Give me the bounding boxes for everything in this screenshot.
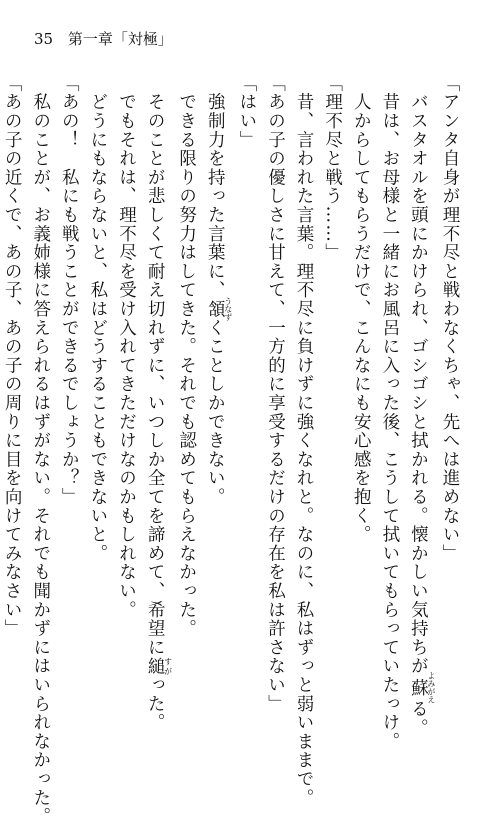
text-line: 私のことが、お義姉様に答えられるはずがない。それでも聞かずにはいられなかった。 bbox=[30, 74, 51, 826]
text-segment: る。 bbox=[408, 699, 429, 738]
text-line: 人からしてもらうだけで、こんなにも安心感を抱く。 bbox=[351, 74, 372, 544]
text-line: 「あの子の近くで、あの子、あの子の周りに目を向けてみなさい」 bbox=[2, 74, 23, 638]
text-line: 「理不尽と戦う……」 bbox=[322, 74, 343, 262]
ruby-reading: よみがえ bbox=[426, 671, 436, 704]
ruby-base: 頷 bbox=[205, 297, 226, 322]
text-segment: った。 bbox=[145, 675, 166, 733]
text-segment: 強制力を持った言葉に、 bbox=[205, 74, 226, 300]
ruby-word bbox=[408, 671, 436, 704]
text-line: 昔、言われた言葉。理不尽に負けずに強くなれと。なのに、私はずっと弱いままで。 bbox=[294, 74, 315, 808]
text-line: 「アンタ自身が理不尽と戦わなくちゃ、先へは進めない」 bbox=[440, 74, 460, 563]
body-text bbox=[2, 74, 464, 826]
text-line: どうにもならないと、私はどうすることもできないと。 bbox=[87, 74, 108, 563]
text-line: 昔は、お母様と一緒にお風呂に入った後、こうして拭いてもらっていたっけ。 bbox=[379, 74, 400, 751]
text-segment: バスタオルを頭にかけられ、ゴシゴシと拭かれる。懐かしい気持ちが bbox=[408, 74, 429, 676]
page-number: 35 bbox=[34, 30, 54, 48]
text-line: 「あの子の優しさに甘えて、一方的に享受するだけの存在を私は許さない」 bbox=[265, 74, 286, 714]
text-line: でもそれは、理不尽を受け入れてきただけなのかもしれない。 bbox=[116, 74, 137, 620]
text-line: 「あの！ 私にも戦うことができるでしょうか？」 bbox=[59, 74, 80, 507]
text-line bbox=[404, 74, 436, 738]
text-line bbox=[140, 74, 173, 733]
text-line: できる限りの努力はしてきた。それでも認めてもらえなかった。 bbox=[176, 74, 197, 638]
text-line bbox=[201, 74, 233, 674]
chapter-title: 第一章「対極」 bbox=[67, 30, 173, 48]
text-line: 「はい」 bbox=[236, 74, 257, 150]
ruby-reading: うなず bbox=[223, 297, 233, 322]
running-header bbox=[34, 28, 173, 49]
ruby-base: 縋 bbox=[145, 656, 166, 676]
text-segment: くことしかできない。 bbox=[205, 318, 226, 507]
ruby-base: 蘇 bbox=[408, 671, 429, 704]
text-segment: そのことが悲しくて耐え切れずに、いつしか全てを諦めて、希望に bbox=[145, 74, 166, 657]
ruby-word bbox=[205, 297, 233, 322]
ruby-word bbox=[145, 656, 173, 676]
ruby-reading: すが bbox=[163, 656, 173, 676]
